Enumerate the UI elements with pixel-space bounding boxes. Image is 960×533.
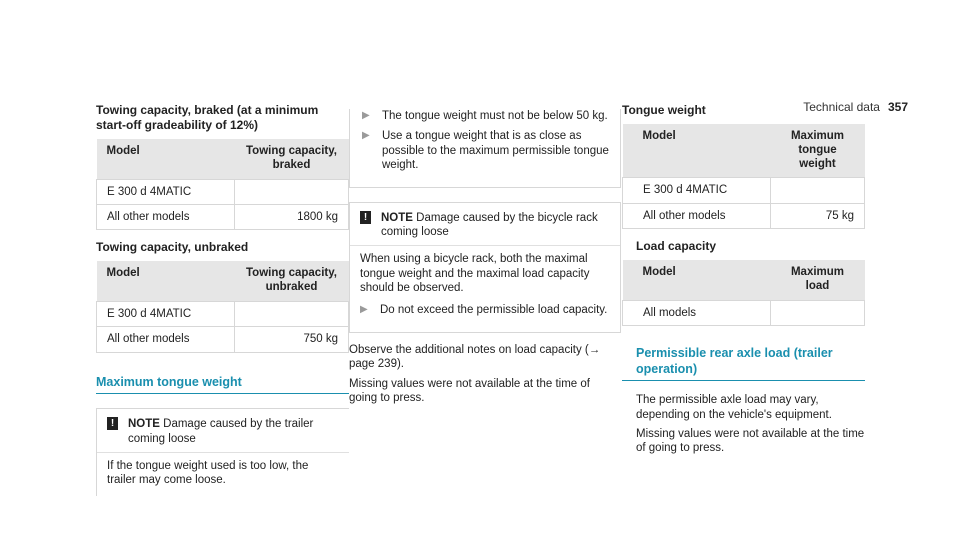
cell-value [235, 301, 349, 326]
column-3 [622, 103, 865, 461]
table-row [623, 203, 865, 228]
col-value: Maximum tongue weight [771, 124, 865, 178]
cell-model: E 300 d 4MATIC [97, 179, 235, 204]
exclamation-icon: ! [107, 417, 118, 430]
tongue-instructions [349, 109, 621, 188]
table-header-row [97, 139, 349, 179]
cell-model: All other models [623, 203, 771, 228]
col-value: Towing capacity, braked [235, 139, 349, 179]
list-item: ▶ Use a tongue weight that is as close as possible to the maximum permissible tongue weight. [362, 130, 609, 172]
cell-model: E 300 d 4MATIC [97, 301, 235, 326]
table-row [97, 179, 349, 204]
cell-model: All models [623, 300, 771, 325]
section-title: Technical data [803, 100, 880, 114]
cell-model: All other models [97, 204, 235, 229]
missing-values-note: Missing values were not available at the time of going to press. [349, 377, 590, 404]
list-item: ▶ Do not exceed the permissible load capacity. [360, 304, 608, 317]
cell-model: E 300 d 4MATIC [623, 178, 771, 203]
load-capacity-reference: Observe the additional notes on load capacity (→ page 239). [349, 343, 601, 371]
triangle-right-icon: ▶ [362, 110, 370, 121]
note-body: When using a bicycle rack, both the maximal tongue weight and the maximal load capacity should be observed. [360, 253, 590, 294]
exclamation-icon: ! [360, 211, 371, 224]
tongue-weight-title: Tongue weight [622, 103, 706, 117]
towing-unbraked-title: Towing capacity, unbraked [96, 240, 249, 255]
note-body: If the tongue weight used is too low, the trailer may come loose. [97, 452, 349, 496]
cell-value: 75 kg [771, 203, 865, 228]
triangle-right-icon: ▶ [362, 130, 370, 142]
note-title: Damage caused by the bicycle rack coming loose [381, 211, 598, 238]
table-row [623, 300, 865, 325]
col-value: Towing capacity, unbraked [235, 261, 349, 301]
towing-braked-title: Towing capacity, braked (at a minimum start-off gradeability of 12%) [96, 103, 319, 132]
table-row [97, 301, 349, 326]
column-2 [349, 103, 621, 410]
load-capacity-table [622, 260, 865, 326]
missing-values-note: Missing values were not available at the time of going to press. [636, 428, 865, 455]
triangle-right-icon: ▶ [360, 304, 368, 316]
rear-axle-heading: Permissible rear axle load (trailer operation) [622, 346, 865, 381]
load-capacity-title: Load capacity [636, 239, 717, 254]
max-tongue-heading: Maximum tongue weight [96, 375, 349, 395]
rear-axle-text: The permissible axle load may vary, depending on the vehicle's equipment. [636, 394, 832, 421]
cell-value: 1800 kg [235, 204, 349, 229]
cell-value [771, 300, 865, 325]
cell-model: All other models [97, 327, 235, 352]
tongue-weight-table [622, 124, 865, 229]
cell-value: 750 kg [235, 327, 349, 352]
list-item: ▶ The tongue weight must not be below 50 kg. [362, 110, 608, 122]
table-row [97, 327, 349, 352]
col-value: Maximum load [771, 260, 865, 300]
col-model: Model [623, 124, 771, 178]
table-row [97, 204, 349, 229]
table-header-row [623, 124, 865, 178]
bicycle-rack-note [349, 202, 621, 333]
cell-value [771, 178, 865, 203]
col-model: Model [97, 139, 235, 179]
col-model: Model [97, 261, 235, 301]
towing-unbraked-table [96, 261, 349, 352]
note-label: NOTE [128, 418, 160, 431]
tongue-warning-note [96, 408, 349, 496]
note-label: NOTE [381, 211, 413, 224]
towing-braked-table [96, 139, 349, 230]
table-row [623, 178, 865, 203]
note-title: Damage caused by the trailer coming loose [128, 418, 314, 445]
table-header-row [97, 261, 349, 301]
column-1 [96, 103, 349, 496]
page-number: 357 [887, 100, 908, 114]
col-model: Model [623, 260, 771, 300]
cell-value [235, 179, 349, 204]
table-header-row [623, 260, 865, 300]
